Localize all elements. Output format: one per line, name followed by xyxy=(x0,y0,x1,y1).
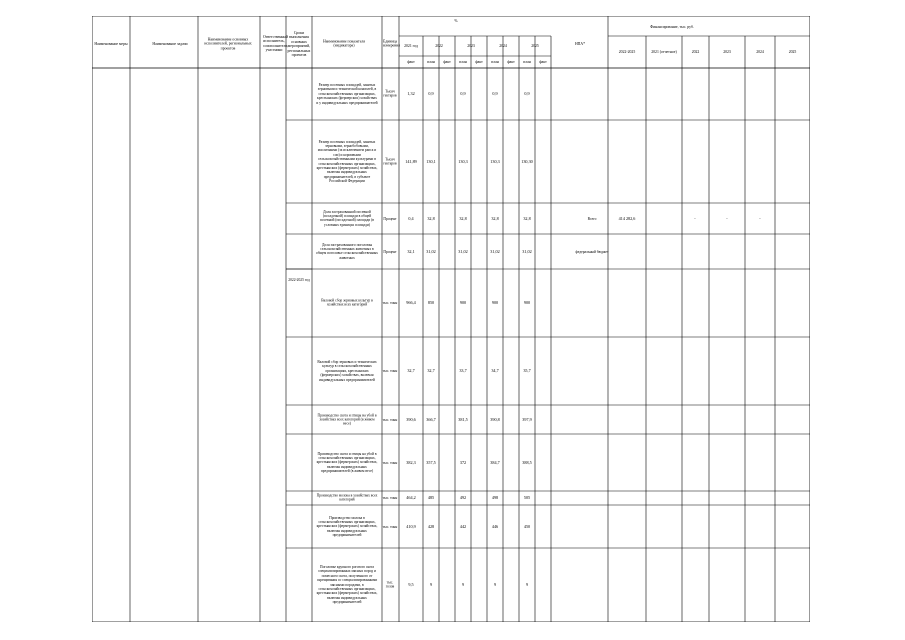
value-cell: 446 xyxy=(491,523,499,529)
year-header-2: 2023 xyxy=(467,43,475,48)
indicator-cell: Доля застрахованной посевной (посадочной) площади в общей посевной (посадочной) площади (в условных единицах площади) xyxy=(319,209,375,227)
financing-source-label: федеральный бюджет xyxy=(575,249,609,254)
value-cell: 390,8 xyxy=(490,416,500,422)
header-unit: Единица измерения xyxy=(383,39,400,48)
indicator-cell: Производство скота и птицы на убой в сельскохозяйственных организациях, крестьянских (фермерских) хозяйствах, включая индивидуальных предпринимателей (в живом весе) xyxy=(316,451,378,474)
value-cell: 130,3 xyxy=(458,158,468,164)
financing-source-label: Всего xyxy=(587,216,597,221)
value-cell: 32,8 xyxy=(523,215,531,221)
value-cell: 35,7 xyxy=(523,367,531,373)
value-cell: 130,3 xyxy=(490,158,500,164)
header-responsible: Ответственный исполнитель, соисполнители, участники xyxy=(263,35,289,53)
value-cell: 32,8 xyxy=(459,215,467,221)
value-cell: 850 xyxy=(427,299,435,305)
value-cell: 900 xyxy=(459,299,467,305)
value-cell: 498 xyxy=(491,494,499,500)
value-cell: 384,7 xyxy=(490,459,500,465)
value-cell: 33,7 xyxy=(459,367,467,373)
unit-cell: тыс. тонн xyxy=(382,495,398,500)
value-cell: 9 xyxy=(493,581,497,587)
value-cell: 9 xyxy=(525,581,529,587)
unit-cell: Тысяч гектаров xyxy=(383,89,397,98)
value-cell: 130,1 xyxy=(426,158,436,164)
value-cell: 1,32 xyxy=(407,90,415,96)
year-header-1: 2022 xyxy=(435,43,443,48)
year-header-3: 2024 xyxy=(499,43,507,48)
fin-year-header-2: 2022 xyxy=(691,49,700,54)
value-cell: 32,8 xyxy=(427,215,435,221)
year-header-4: 2025 xyxy=(531,43,539,48)
fin-year-header-4: 2024 xyxy=(756,49,764,54)
financing-dash: - xyxy=(759,215,761,221)
value-cell: 9,5 xyxy=(408,581,414,587)
financing-dash: - xyxy=(694,215,696,221)
value-cell: 382,3 xyxy=(406,459,416,465)
header-performers: Наименование основных исполнителей, региональных проектов xyxy=(204,37,252,51)
value-cell: 450 xyxy=(523,523,531,529)
plan-fact-header-5: план xyxy=(491,59,499,64)
value-cell: 397,9 xyxy=(522,416,532,422)
value-cell: 9 xyxy=(429,581,433,587)
unit-cell: тыс. тонн xyxy=(382,417,398,422)
plan-fact-header-8: факт xyxy=(539,59,547,64)
plan-fact-header-2: факт xyxy=(443,59,451,64)
header-values-group: % xyxy=(454,18,458,23)
fin-year-header-1: 2021 (отчетное) xyxy=(651,49,677,54)
value-cell: 372 xyxy=(459,459,467,465)
unit-cell: Процент xyxy=(383,216,397,221)
unit-cell: Тысяч гектаров xyxy=(383,157,397,166)
value-cell: 31,02 xyxy=(522,248,532,254)
financing-dash: - xyxy=(726,215,728,221)
fin-year-header-5: 2025 xyxy=(788,49,797,54)
deadline-cell: 2022-2025 год xyxy=(288,277,310,282)
value-cell: 0,9 xyxy=(460,90,466,96)
value-cell: 410,9 xyxy=(406,523,416,529)
unit-cell: тыс. тонн xyxy=(382,460,398,465)
plan-fact-header-3: план xyxy=(459,59,467,64)
value-cell: 31,02 xyxy=(426,248,436,254)
indicator-cell: Валовой сбор зерновых и технических культур в сельскохозяйственных организациях, крестьянских (фермерских) хозяйствах, включая индивидуальных предпринимателей xyxy=(317,359,377,382)
year-header-0: 2021 год xyxy=(404,43,418,48)
indicator-cell: Производство молока в хозяйствах всех категорий xyxy=(316,493,378,502)
value-cell: 492 xyxy=(459,494,467,500)
value-cell: 130,30 xyxy=(521,158,533,164)
value-cell: 442 xyxy=(459,523,467,529)
value-cell: 388,5 xyxy=(522,459,532,465)
value-cell: 141,89 xyxy=(405,158,417,164)
value-cell: 32,7 xyxy=(407,367,415,373)
plan-fact-header-0: факт xyxy=(407,59,415,64)
value-cell: 900 xyxy=(491,299,499,305)
unit-cell: тыс. тонн xyxy=(382,524,398,529)
indicator-cell: Размер посевных площадей, занятых зерновыми и технической коноплей, в сельскохозяйственных организациях, крестьянских (фермерских) хозяйствах и у индивидуальных предпринимателей xyxy=(316,82,378,105)
header-financing-group: Финансирование, тыс. руб. xyxy=(650,24,694,29)
value-cell: 900 xyxy=(523,299,531,305)
unit-cell: Процент xyxy=(383,249,397,254)
value-cell: 464,2 xyxy=(406,494,416,500)
value-cell: 0,9 xyxy=(428,90,434,96)
header-event: Наименование меры xyxy=(94,41,128,46)
value-cell: 390,6 xyxy=(406,416,416,422)
indicator-cell: Доля застрахованного поголовья сельскохозяйственных животных в общем поголовье сельскохозяйственных животных xyxy=(316,242,378,260)
value-cell: 32,8 xyxy=(491,215,499,221)
indicator-cell: Размер посевных площадей, занятых зерновыми, зернобобовыми, масличными (за исключением рапса и сои) и кормовыми сельскохозяйственными культурами в сельскохозяйственных организациях, крестьянских (фермерских) хозяйствах, включая индивидуальных предпринимателей, в субъекте Российской Федерации xyxy=(316,139,378,184)
financing-total: 414 282,6 xyxy=(618,215,636,221)
indicator-cell: Производство молока в сельскохозяйственных организациях, крестьянских (фермерских) хозяйствах, включая индивидуальных предпринимателей xyxy=(316,515,378,538)
header-indicator: Наименование показателя (индикатора) xyxy=(322,39,366,48)
value-cell: 31,02 xyxy=(458,248,468,254)
value-cell: 32,7 xyxy=(427,367,435,373)
plan-fact-header-4: факт xyxy=(475,59,483,64)
plan-fact-header-1: план xyxy=(427,59,435,64)
value-cell: 0,9 xyxy=(492,90,498,96)
value-cell: 505 xyxy=(523,494,531,500)
value-cell: 381,5 xyxy=(458,416,468,422)
plan-fact-header-6: факт xyxy=(507,59,515,64)
value-cell: 0,4 xyxy=(408,215,414,221)
indicator-cell: Поголовье крупного рогатого скота специализированных мясных пород и помесного скота, полученного от скрещивания со специализированными мясными породами, в сельскохозяйственных организациях, крестьянских (фермерских) хозяйствах, включая индивидуальных предпринимателей xyxy=(316,565,378,605)
fin-year-header-3: 2023 xyxy=(723,49,731,54)
value-cell: 9 xyxy=(461,581,465,587)
indicator-cell: Валовой сбор зерновых культур в хозяйствах всех категорий xyxy=(321,298,373,307)
table-grid xyxy=(92,16,810,622)
value-cell: 0,9 xyxy=(524,90,530,96)
value-cell: 31,02 xyxy=(490,248,500,254)
header-source: НПА* xyxy=(574,41,586,46)
unit-cell: тыс. тонн xyxy=(382,300,398,305)
fin-year-header-0: 2022-2025 xyxy=(618,49,636,54)
program-table xyxy=(92,16,810,622)
value-cell: 966,4 xyxy=(406,299,416,305)
indicator-cell: Производство скота и птицы на убой в хозяйствах всех категорий (в живом весе) xyxy=(317,412,377,426)
value-cell: 34,7 xyxy=(491,367,499,373)
unit-cell: тыс. тонн xyxy=(382,368,398,373)
value-cell: 357,5 xyxy=(426,459,436,465)
plan-fact-header-7: план xyxy=(523,59,531,64)
value-cell: 366,7 xyxy=(426,416,436,422)
header-task: Наименование задачи xyxy=(152,41,188,46)
unit-cell: тыс. голов xyxy=(385,580,395,589)
header-deadlines: Сроки выполнения основных мероприятий, региональных проектов xyxy=(287,30,311,57)
value-cell: 428 xyxy=(427,523,435,529)
value-cell: 485 xyxy=(427,494,435,500)
value-cell: 32,1 xyxy=(407,248,415,254)
